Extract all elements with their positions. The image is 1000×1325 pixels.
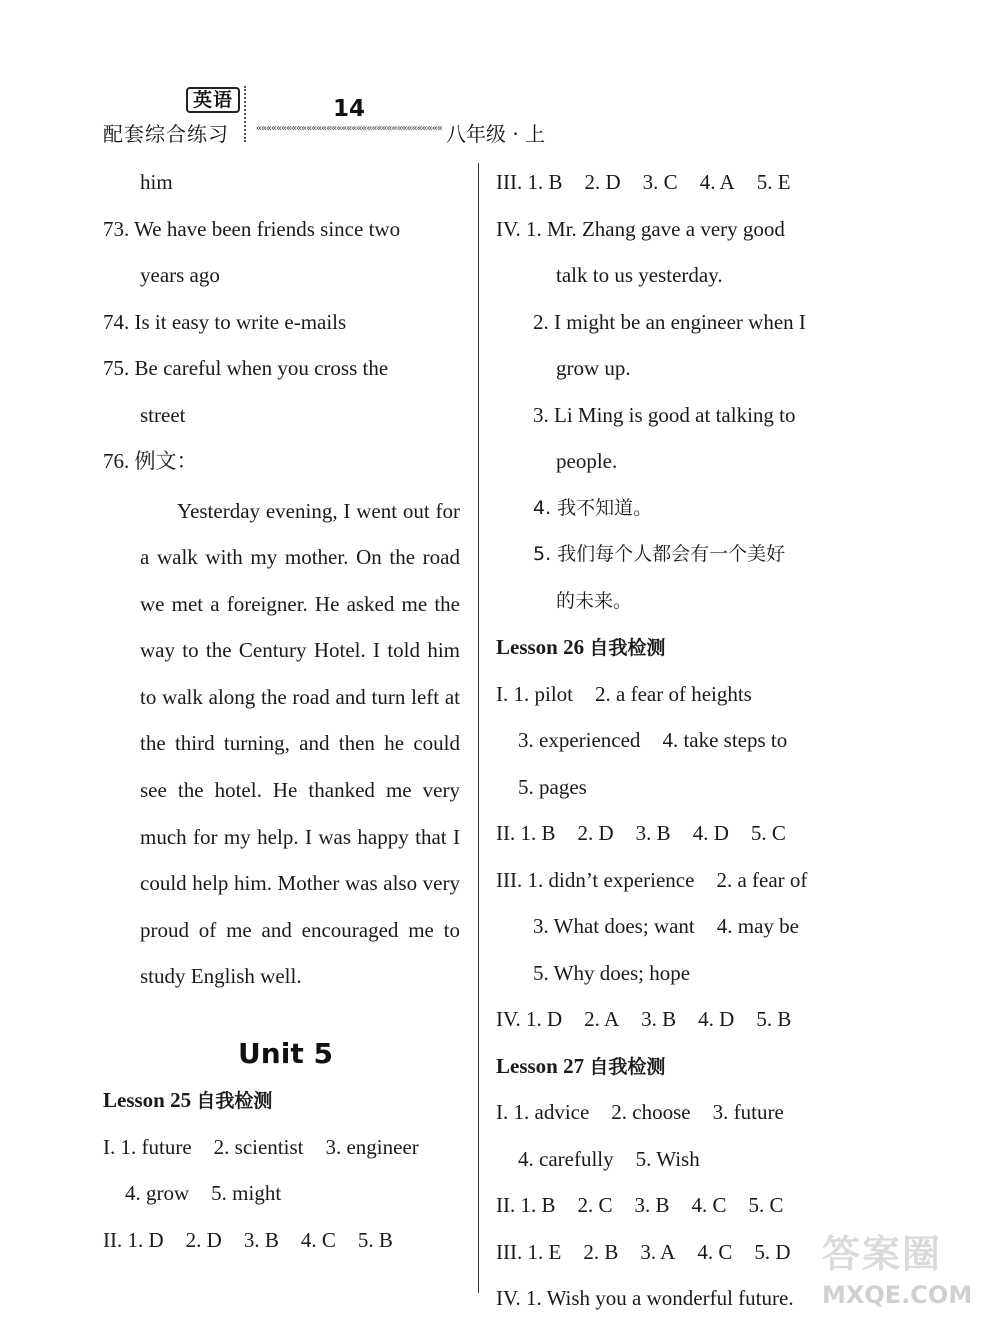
answer-item: 5. C xyxy=(750,821,786,845)
header-divider xyxy=(244,86,248,142)
answer-item: III. 1. didn’t experience xyxy=(496,867,695,892)
answer-item: 2. A xyxy=(584,1007,620,1031)
l25-part-iv-1-cont: talk to us yesterday. xyxy=(556,263,723,287)
l25-part-i xyxy=(103,1127,468,1174)
l25-part-iv-5-cont: 的未来。 xyxy=(556,589,633,612)
l26-part-i xyxy=(496,674,876,721)
answer-item: II. 1. D xyxy=(103,1227,164,1252)
l26-part-iv xyxy=(496,999,876,1046)
answer-item: II. 1. B xyxy=(496,821,556,845)
answer-item: I. 1. advice xyxy=(496,1100,590,1124)
answer-item: 3. engineer xyxy=(325,1134,419,1159)
answer-item: 4. grow xyxy=(125,1181,190,1206)
answer-item: 5. C xyxy=(748,1193,784,1217)
answer-item: 5. B xyxy=(357,1227,393,1252)
answer-item: 4. C xyxy=(697,1239,733,1264)
answer-item: 2. choose xyxy=(611,1100,691,1124)
l27-part-iv: IV. 1. Wish you a wonderful future. xyxy=(496,1286,794,1310)
answer-item: IV. 1. D xyxy=(496,1007,563,1031)
lesson-26-subtitle: 自我检测 xyxy=(589,637,666,659)
answer-item: 2. C xyxy=(577,1193,613,1217)
answer-73-cont: years ago xyxy=(140,263,220,287)
answer-item: 3. B xyxy=(243,1227,279,1252)
answer-item: 4. carefully xyxy=(518,1146,614,1171)
lesson-27-heading xyxy=(496,1046,876,1093)
l25-part-iv-1: IV. 1. Mr. Zhang gave a very good xyxy=(496,216,785,241)
l25-part-iii xyxy=(496,162,876,209)
watermark-url: MXQE.COM xyxy=(822,1281,973,1309)
l27-part-iii xyxy=(496,1232,876,1279)
l26-part-iii xyxy=(496,860,876,907)
l27-part-i xyxy=(496,1092,876,1139)
l25-part-i-cont xyxy=(103,1173,468,1220)
l25-part-iv-4: 4. 我不知道。 xyxy=(533,496,653,519)
answer-item: 2. D xyxy=(584,170,621,194)
lesson-25-heading xyxy=(103,1080,468,1127)
answer-item: 2. B xyxy=(583,1239,619,1264)
grade-label: 八年级 · 上 xyxy=(446,122,546,146)
right-column xyxy=(496,162,876,1325)
answer-item: 3. experienced xyxy=(518,728,641,752)
answer-item: 5. D xyxy=(754,1239,791,1264)
answer-75: 75. Be careful when you cross the xyxy=(103,356,389,380)
column-divider xyxy=(478,163,479,1293)
answer-item: 2. D xyxy=(577,821,614,845)
answer-item: 5. E xyxy=(756,170,791,194)
lesson-26-title: Lesson 26 xyxy=(496,635,585,659)
answer-item: 2. a fear of xyxy=(716,867,808,892)
l26-part-iii-cont2: 5. Why does; hope xyxy=(533,960,691,985)
l25-part-iv-2-cont: grow up. xyxy=(556,356,631,380)
answer-item: 2. a fear of heights xyxy=(595,681,752,706)
lesson-27-subtitle: 自我检测 xyxy=(589,1055,666,1078)
answer-73: 73. We have been friends since two xyxy=(103,216,401,241)
l25-part-iv-3-cont: people. xyxy=(556,449,618,473)
answer-item: 4. C xyxy=(691,1193,727,1217)
answer-item: III. 1. B xyxy=(496,170,563,194)
answer-item: 2. D xyxy=(185,1227,222,1252)
essay-text: Yesterday evening, I went out for a walk with my mother. On the road we met a foreigner. He asked me the way to the Century Hotel. I told him to walk along the road and turn left at the third turning, and then he could see the hotel. He thanked me very much for my help. I was happy that I could help him. Mother was also very proud of me and encouraged me to study English well. xyxy=(140,498,460,989)
lesson-25-title: Lesson 25 xyxy=(103,1088,192,1113)
subject-logo: 英语 xyxy=(186,87,240,113)
l26-part-i-cont xyxy=(496,720,876,767)
l27-part-i-cont xyxy=(496,1139,876,1186)
answer-item: 3. B xyxy=(641,1007,677,1031)
answer-item: 3. future xyxy=(712,1100,784,1124)
answer-item: III. 1. E xyxy=(496,1239,562,1264)
l27-part-ii xyxy=(496,1185,876,1232)
lesson-25-subtitle: 自我检测 xyxy=(196,1090,273,1113)
answer-item: 5. Wish xyxy=(635,1146,700,1171)
sample-essay xyxy=(103,488,460,1001)
lesson-26-heading xyxy=(496,627,876,674)
answer-item: 4. C xyxy=(300,1227,336,1252)
page-header xyxy=(0,0,1000,160)
watermark-logo: 答案圈 xyxy=(822,1232,943,1276)
series-title: 配套综合练习 xyxy=(103,122,229,146)
answer-item: 4. take steps to xyxy=(662,728,788,752)
l26-part-iii-cont xyxy=(496,906,876,953)
l25-part-iv-2: 2. I might be an engineer when I xyxy=(533,309,806,334)
arrow-rule: ««««««««««««««««««««««««««««««««««««« xyxy=(256,123,442,134)
answer-line: him xyxy=(140,170,173,194)
answer-item: 3. What does; want xyxy=(533,914,695,938)
l25-part-iv-3: 3. Li Ming is good at talking to xyxy=(533,402,796,427)
l25-part-iv-5: 5. 我们每个人都会有一个美好 xyxy=(533,543,786,565)
unit-title: Unit 5 xyxy=(238,1037,333,1071)
answer-item: 2. scientist xyxy=(213,1134,304,1159)
answer-item: 5. might xyxy=(211,1181,282,1206)
l25-part-ii xyxy=(103,1220,468,1267)
answer-item: 4. may be xyxy=(716,914,799,938)
watermark xyxy=(822,1226,992,1316)
answer-75-cont: street xyxy=(140,402,186,427)
answer-item: 3. A xyxy=(640,1239,676,1264)
answer-item: I. 1. future xyxy=(103,1134,192,1159)
left-column xyxy=(103,162,468,1266)
answer-item: 4. A xyxy=(699,170,735,194)
l26-part-ii xyxy=(496,813,876,860)
page-number: 14 xyxy=(333,96,366,122)
answer-item: 4. D xyxy=(692,821,729,845)
answer-item: 5. B xyxy=(756,1007,792,1031)
l26-part-i-cont2: 5. pages xyxy=(518,774,587,799)
answer-74: 74. Is it easy to write e-mails xyxy=(103,309,347,334)
answer-item: 3. B xyxy=(635,821,671,845)
answer-item: 3. B xyxy=(634,1193,670,1217)
answer-item: 4. D xyxy=(698,1007,735,1031)
answer-item: I. 1. pilot xyxy=(496,681,573,706)
answer-76: 76. 例文： xyxy=(103,449,198,473)
answer-item: 3. C xyxy=(642,170,678,194)
lesson-27-title: Lesson 27 xyxy=(496,1053,585,1078)
answer-item: II. 1. B xyxy=(496,1193,556,1217)
